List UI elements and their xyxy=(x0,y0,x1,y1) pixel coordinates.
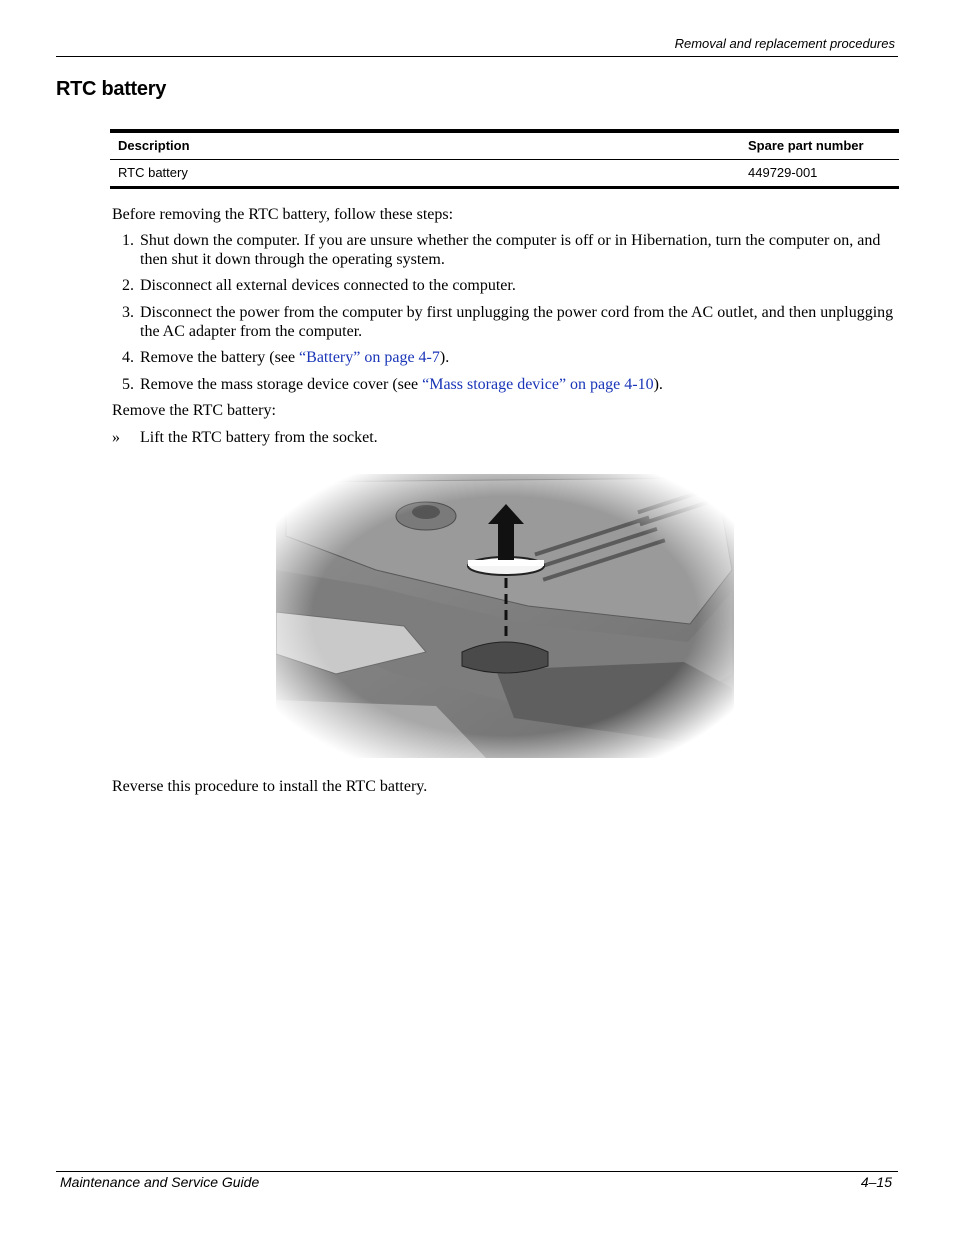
step-text-before: Remove the mass storage device cover (see xyxy=(140,376,423,393)
step-text xyxy=(140,348,902,367)
section-title: RTC battery xyxy=(56,78,167,100)
running-header: Removal and replacement procedures xyxy=(674,36,895,51)
table-cell-description: RTC battery xyxy=(118,165,188,180)
table-row xyxy=(110,160,899,186)
bullet-text: Lift the RTC battery from the socket. xyxy=(140,429,378,446)
closing-text: Reverse this procedure to install the RTC battery. xyxy=(112,778,428,795)
mass-storage-link[interactable]: “Mass storage device” on page 4-10 xyxy=(422,376,654,393)
spare-parts-table xyxy=(110,129,899,189)
step-number: 2. xyxy=(122,277,134,294)
column-header-description: Description xyxy=(118,138,190,153)
step-number: 3. xyxy=(122,304,134,321)
step-item xyxy=(122,375,902,394)
step-text-before: Remove the battery (see xyxy=(140,349,300,366)
step-text-after: ). xyxy=(653,376,663,393)
step-number: 4. xyxy=(122,349,134,366)
step-item xyxy=(122,303,902,341)
footer-page-number: 4–15 xyxy=(860,1174,892,1190)
column-header-part-number: Spare part number xyxy=(748,138,864,153)
step-text-after: ). xyxy=(439,349,450,366)
step-text xyxy=(140,375,902,394)
step-text: Disconnect the power from the computer by first unplugging the power cord from the AC outlet, and then unplugging the AC adapter from the computer. xyxy=(140,304,894,340)
header-rule xyxy=(56,56,898,57)
footer-guide-title: Maintenance and Service Guide xyxy=(60,1174,260,1190)
footer-rule xyxy=(56,1171,898,1172)
step-text: Disconnect all external devices connected to the computer. xyxy=(140,277,516,294)
intro-text: Before removing the RTC battery, follow these steps: xyxy=(112,206,454,223)
battery-link[interactable]: “Battery” on page 4-7 xyxy=(299,349,440,366)
step-text: Shut down the computer. If you are unsure whether the computer is off or in Hibernation, turn the computer on, and then shut it down through the operating system. xyxy=(140,232,881,268)
table-cell-part-number: 449729-001 xyxy=(748,165,818,180)
bullet-item xyxy=(112,428,892,447)
step-number: 1. xyxy=(122,232,134,249)
bullet-marker: » xyxy=(112,429,120,446)
step-number: 5. xyxy=(122,376,134,393)
step-item xyxy=(122,348,902,367)
rtc-battery-removal-illustration xyxy=(276,474,734,758)
remove-intro-text: Remove the RTC battery: xyxy=(112,402,276,419)
table-header-row xyxy=(110,133,899,160)
step-item xyxy=(122,231,902,269)
step-item xyxy=(122,276,902,295)
